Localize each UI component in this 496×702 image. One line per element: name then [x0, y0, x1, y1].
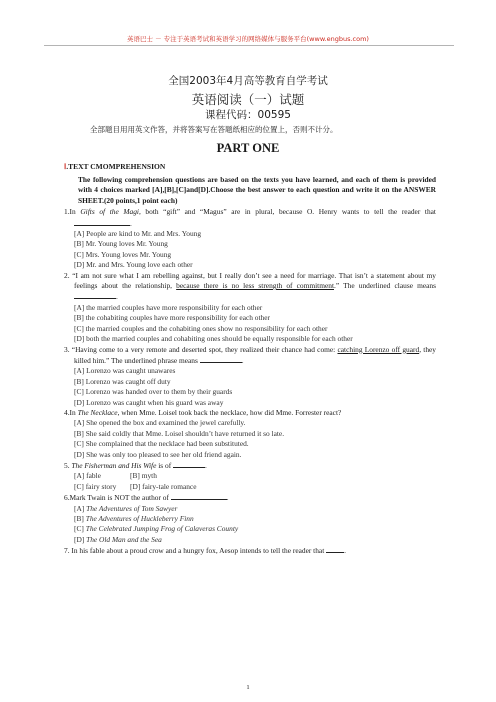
option-text: The Old Man and the Sea	[86, 534, 162, 544]
option-text: The Adventures of Huckleberry Finn	[85, 514, 194, 523]
answer-blank	[74, 218, 130, 226]
question-stem	[64, 492, 436, 503]
option-d: [D] fairy-tale romance	[130, 481, 197, 491]
option-a: [A] the married couples have more responsibility for each other	[74, 302, 263, 312]
question-text: , when Mme. Loisel took back the necklace, how did Mme. Forrester react?	[117, 407, 342, 417]
option-b: [B] myth	[130, 471, 157, 481]
question-5	[64, 460, 436, 492]
underlined-clause: because there is no less strength of commitment	[176, 281, 334, 291]
option-b	[64, 514, 436, 524]
question-number: 4.In	[64, 407, 78, 417]
option-d: [D] both the married couples and cohabiting ones should be equally responsible for each other	[74, 334, 353, 344]
question-text: , both “gift” and “Magus” are in plural, because O. Henry wants to tell the reader that	[138, 207, 436, 217]
option-c: [C] She complained that the necklace had been substituted.	[74, 439, 249, 449]
site-header: 英语巴士 － 专注于英语考试和英语学习的网络媒体与服务平台(www.engbus.com)	[127, 35, 369, 43]
option-text: The Adventures of Tom Sawyer	[86, 503, 178, 513]
question-6	[64, 492, 436, 545]
question-text-end: , they killed him.” The underlined phrase means	[74, 344, 437, 365]
option-d: [D] She was only too pleased to see her old friend again.	[74, 449, 242, 459]
answer-blank	[74, 291, 118, 302]
option-c	[64, 524, 436, 534]
question-stem	[64, 408, 436, 418]
question-text: 7. In his fable about a proud crow and a hungry fox, Aesop intends to tell the reader that	[64, 546, 325, 556]
option-letter: [D]	[74, 534, 87, 544]
question-stem	[64, 460, 436, 471]
part-heading: PART ONE	[216, 141, 280, 155]
section-heading	[64, 162, 165, 171]
question-4	[64, 408, 436, 460]
question-3	[64, 345, 436, 408]
punctuation: .	[116, 292, 118, 302]
work-title: The Fisherman and His Wife	[71, 460, 157, 470]
option-letter: [B]	[74, 514, 86, 523]
options-row-ab	[64, 471, 436, 481]
option-a: [A] Lorenzo was caught unawares	[74, 366, 176, 376]
option-a: [A] People are kind to Mr. and Mrs. Young	[74, 229, 202, 239]
punctuation: .	[130, 218, 132, 228]
answer-blank	[326, 545, 346, 556]
answer-blank	[171, 492, 229, 503]
question-1	[64, 207, 436, 270]
section-directions: The following comprehension questions are based on the texts you have learned, and each of them is provided with 4 choices marked [A],[B],[C]and[D].Choose the best answer to each question and write it on the ANSWER SHEET.(20 points,1 point each)	[78, 175, 436, 205]
option-b: [B] Lorenzo was caught off duty	[74, 376, 171, 386]
underlined-phrase: catching Lorenzo off guard	[337, 344, 420, 354]
question-stem	[64, 271, 436, 303]
option-d: [D] Lorenzo was caught when his guard was away	[74, 397, 224, 407]
question-number: 1.In	[64, 207, 81, 217]
question-text: 6.Mark Twain is NOT the author of	[64, 493, 169, 503]
work-title: The Necklace	[77, 407, 118, 417]
subject-title: 英语阅读（一）试题	[191, 92, 305, 107]
question-text: 2. “I am not sure what I am rebelling against, but I really don’t see a need for marriage. That isn’t a statement about my feelings about the relationship,	[64, 270, 436, 291]
exam-title: 全国2003年4月高等教育自学考试	[168, 75, 328, 87]
question-list	[64, 175, 436, 557]
option-letter: [A]	[74, 503, 87, 513]
punctuation: .	[205, 460, 207, 470]
page-number: 1	[246, 684, 250, 691]
answer-blank	[173, 460, 205, 468]
question-text: is of	[156, 460, 172, 470]
punctuation: .	[344, 546, 346, 556]
punctuation: .	[226, 493, 229, 503]
question-stem	[64, 207, 436, 229]
question-text-end: .” The underlined clause means	[334, 281, 436, 291]
option-a: [A] fable	[74, 471, 101, 481]
option-b: [B] the cohabiting couples have more responsibility for each other	[74, 313, 270, 323]
question-text: 3. “Having come to a very remote and deserted spot, they realized their chance had come:	[64, 344, 338, 354]
question-2	[64, 271, 436, 345]
header-divider	[44, 45, 454, 46]
general-instruction: 全部题目用用英文作答，并将答案写在答题纸相应的位置上，否则不计分。	[90, 125, 338, 134]
option-b: [B] Mr. Young loves Mr. Young	[74, 239, 168, 249]
option-b: [B] She said coldly that Mme. Loisel shouldn’t have returned it so late.	[74, 428, 285, 438]
section-title: .TEXT CMOMPREHENSION	[66, 162, 166, 171]
section-roman-numeral: Ⅰ	[64, 162, 67, 171]
option-letter: [C]	[74, 524, 86, 534]
question-number: 5.	[64, 460, 72, 470]
question-stem	[64, 345, 436, 367]
option-d	[64, 535, 436, 545]
options-row-cd	[64, 482, 436, 492]
work-title: Gifts of the Magi	[80, 207, 139, 217]
option-d: [D] Mr. and Mrs. Young love each other	[74, 260, 193, 270]
option-text: The Celebrated Jumping Frog of Calaveras County	[85, 524, 239, 534]
option-c: [C] Lorenzo was handed over to them by their guards	[74, 387, 233, 397]
question-7	[64, 545, 436, 556]
answer-blank	[200, 355, 242, 363]
option-c: [C] Mrs. Young loves Mr. Young	[74, 249, 172, 259]
course-code: 课程代码：00595	[205, 109, 291, 121]
question-stem	[64, 545, 436, 556]
punctuation: .	[241, 355, 244, 365]
option-c: [C] the married couples and the cohabiting ones show no responsibility for each other	[74, 323, 328, 333]
option-a	[64, 504, 436, 514]
option-a: [A] She opened the box and examined the jewel carefully.	[74, 418, 246, 428]
option-c: [C] fairy story	[74, 481, 117, 491]
